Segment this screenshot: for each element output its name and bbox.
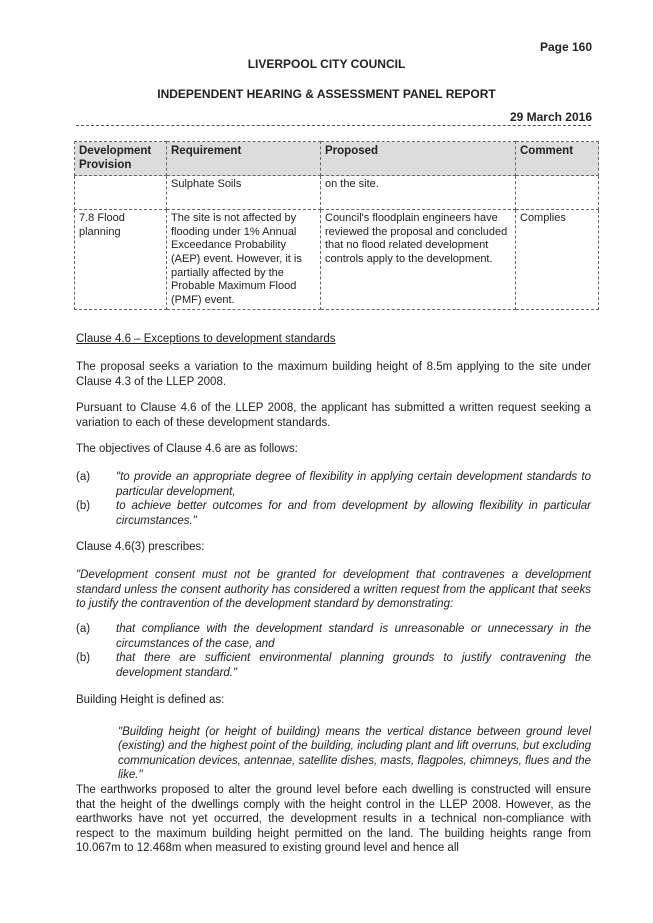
paragraph-written-request: Pursuant to Clause 4.6 of the LLEP 2008, the applicant has submitted a written request seeking a variation to each of these development standards.	[76, 402, 591, 429]
column-header-provision: Development Provision	[75, 142, 167, 176]
building-height-definition-quote: "Building height (or height of building) means the vertical distance between ground level (existing) and the highest point of the building, including plant and lift overruns, but excluding communication devices, antennae, satellite dishes, masts, flagpoles, chimneys, flues and the like."	[118, 725, 591, 781]
list-label: (a)	[76, 623, 91, 635]
paragraph-prescribes-intro: Clause 4.6(3) prescribes:	[76, 541, 205, 553]
paragraph-consent-quote: "Development consent must not be granted for development that contravenes a development standard unless the consent authority has considered a written request from the applicant that seeks to justify the contravention of the development standard by demonstrating:	[76, 569, 591, 610]
paragraph-earthworks: The earthworks proposed to alter the ground level before each dwelling is constructed will ensure that the height of the dwellings comply with the height control in the LLEP 2008. However, as the earthworks have not yet occurred, the development results in a technical non-compliance with respect to the maximum building height permitted on the land. The building heights range from 10.067m to 12.468m when measured to existing ground level and hence all	[76, 784, 591, 854]
cell-requirement: The site is not affected by flooding under 1% Annual Exceedance Probability (AEP) event. However, it is partially affected by the Probable Maximum Flood (PMF) event.	[167, 210, 321, 310]
list-item	[76, 651, 591, 681]
list-item	[76, 499, 591, 529]
paragraph-variation: The proposal seeks a variation to the maximum building height of 8.5m applying to the site under Clause 4.3 of the LLEP 2008.	[76, 361, 591, 388]
cell-requirement: Sulphate Soils	[167, 176, 321, 210]
clause-heading: Clause 4.6 – Exceptions to development standards	[76, 333, 336, 345]
report-title: INDEPENDENT HEARING & ASSESSMENT PANEL REPORT	[157, 87, 496, 101]
column-header-comment: Comment	[516, 142, 599, 176]
list-text: that compliance with the development standard is unreasonable or unnecessary in the circumstances of the case, and	[116, 623, 591, 650]
table-row	[75, 210, 599, 310]
list-item	[76, 622, 591, 652]
column-header-proposed: Proposed	[321, 142, 516, 176]
paragraph-height-definition-intro: Building Height is defined as:	[76, 694, 225, 706]
report-date: 29 March 2016	[509, 110, 592, 124]
cell-comment: Complies	[516, 210, 599, 310]
cell-comment	[516, 176, 599, 210]
cell-provision	[75, 176, 167, 210]
cell-provision: 7.8 Flood planning	[75, 210, 167, 310]
list-label: (b)	[76, 652, 91, 664]
paragraph-objectives-intro: The objectives of Clause 4.6 are as follows:	[76, 443, 298, 455]
cell-proposed: on the site.	[321, 176, 516, 210]
council-name: LIVERPOOL CITY COUNCIL	[247, 57, 406, 71]
page-number: Page 160	[539, 40, 592, 54]
header-divider	[76, 125, 591, 126]
list-item	[76, 470, 591, 500]
list-label: (b)	[76, 500, 91, 512]
column-header-requirement: Requirement	[167, 142, 321, 176]
list-text: "to provide an appropriate degree of flexibility in applying certain development standards to particular development,	[116, 471, 591, 498]
table-row	[75, 176, 599, 210]
list-text: to achieve better outcomes for and from development by allowing flexibility in particular circumstances."	[116, 500, 591, 527]
provisions-table	[74, 141, 599, 310]
list-text: that there are sufficient environmental planning grounds to justify contravening the development standard."	[116, 652, 591, 679]
table-header-row	[75, 142, 599, 176]
cell-proposed: Council's floodplain engineers have reviewed the proposal and concluded that no flood related development controls apply to the development.	[321, 210, 516, 310]
list-label: (a)	[76, 471, 91, 483]
